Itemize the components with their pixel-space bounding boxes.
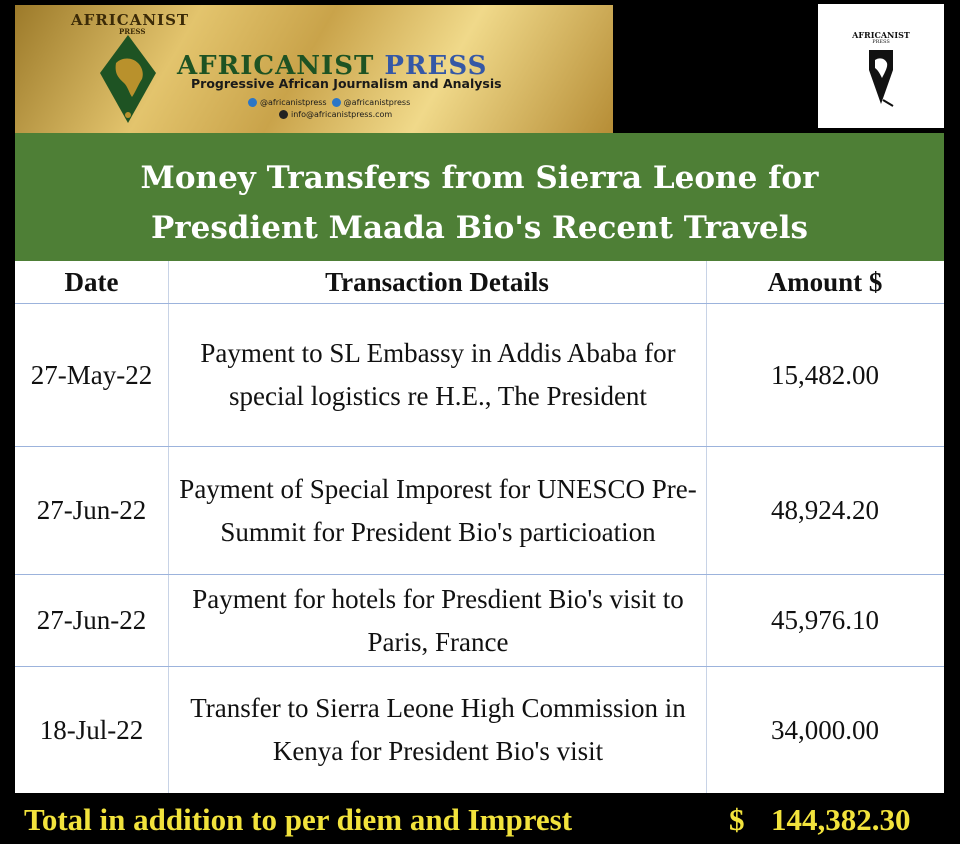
pen-nib-icon — [863, 48, 899, 108]
email-icon — [279, 110, 288, 119]
row-4-amount: 34,000.00 — [771, 714, 879, 745]
email-link — [279, 110, 392, 119]
row-3-date: 27-Jun-22 — [36, 605, 147, 635]
banner-brand-small-sub: PRESS — [119, 27, 146, 36]
header-amount: Amount $ — [767, 266, 883, 297]
header-banner — [15, 5, 613, 133]
title-line-1: Money Transfers from Sierra Leone for — [140, 160, 819, 196]
row-3-amount: 45,976.10 — [771, 605, 879, 635]
banner-title-word2: PRESS — [384, 51, 488, 81]
row-1-amount: 15,482.00 — [771, 359, 879, 390]
facebook-handle: @africanistpress — [343, 98, 411, 107]
row-4-details: Transfer to Sierra Leone High Commission in Kenya for President Bio's visit — [190, 693, 686, 766]
twitter-icon — [248, 98, 257, 107]
row-3-details: Payment for hotels for Presdient Bio's visit to Paris, France — [192, 583, 684, 657]
logo-box — [818, 4, 944, 128]
row-2-date: 27-Jun-22 — [36, 495, 147, 525]
row-1-details: Payment to SL Embassy in Addis Ababa for special logistics re H.E., The President — [200, 338, 676, 411]
total-value: 144,382.30 — [771, 802, 911, 837]
header-date: Date — [64, 266, 119, 297]
social-links — [248, 98, 410, 107]
transactions-table — [15, 261, 944, 793]
row-1-date: 27-May-22 — [30, 359, 153, 390]
banner-tagline: Progressive African Journalism and Analysis — [191, 76, 502, 91]
logo-text: AFRICANIST — [852, 30, 910, 40]
title-line-2: Presdient Maada Bio's Recent Travels — [150, 210, 808, 246]
row-2-amount: 48,924.20 — [771, 495, 879, 525]
row-4-date: 18-Jul-22 — [39, 714, 144, 745]
twitter-handle: @africanistpress — [260, 98, 327, 107]
logo-sub: PRESS — [872, 39, 890, 45]
header-details: Transaction Details — [325, 266, 549, 297]
column-divider — [168, 261, 169, 793]
banner-brand-small: AFRICANIST — [71, 11, 190, 29]
banner-title-word1: AFRICANIST — [177, 51, 375, 81]
row-2-details: Payment of Special Imporest for UNESCO Pre-Summit for President Bio's particioation — [179, 473, 697, 547]
title-band — [15, 133, 944, 261]
email-address: info@africanistpress.com — [291, 110, 393, 119]
facebook-icon — [332, 98, 341, 107]
total-currency: $ — [729, 802, 745, 837]
africa-map-icon — [98, 33, 158, 125]
total-label: Total in addition to per diem and Imprest — [24, 802, 573, 837]
